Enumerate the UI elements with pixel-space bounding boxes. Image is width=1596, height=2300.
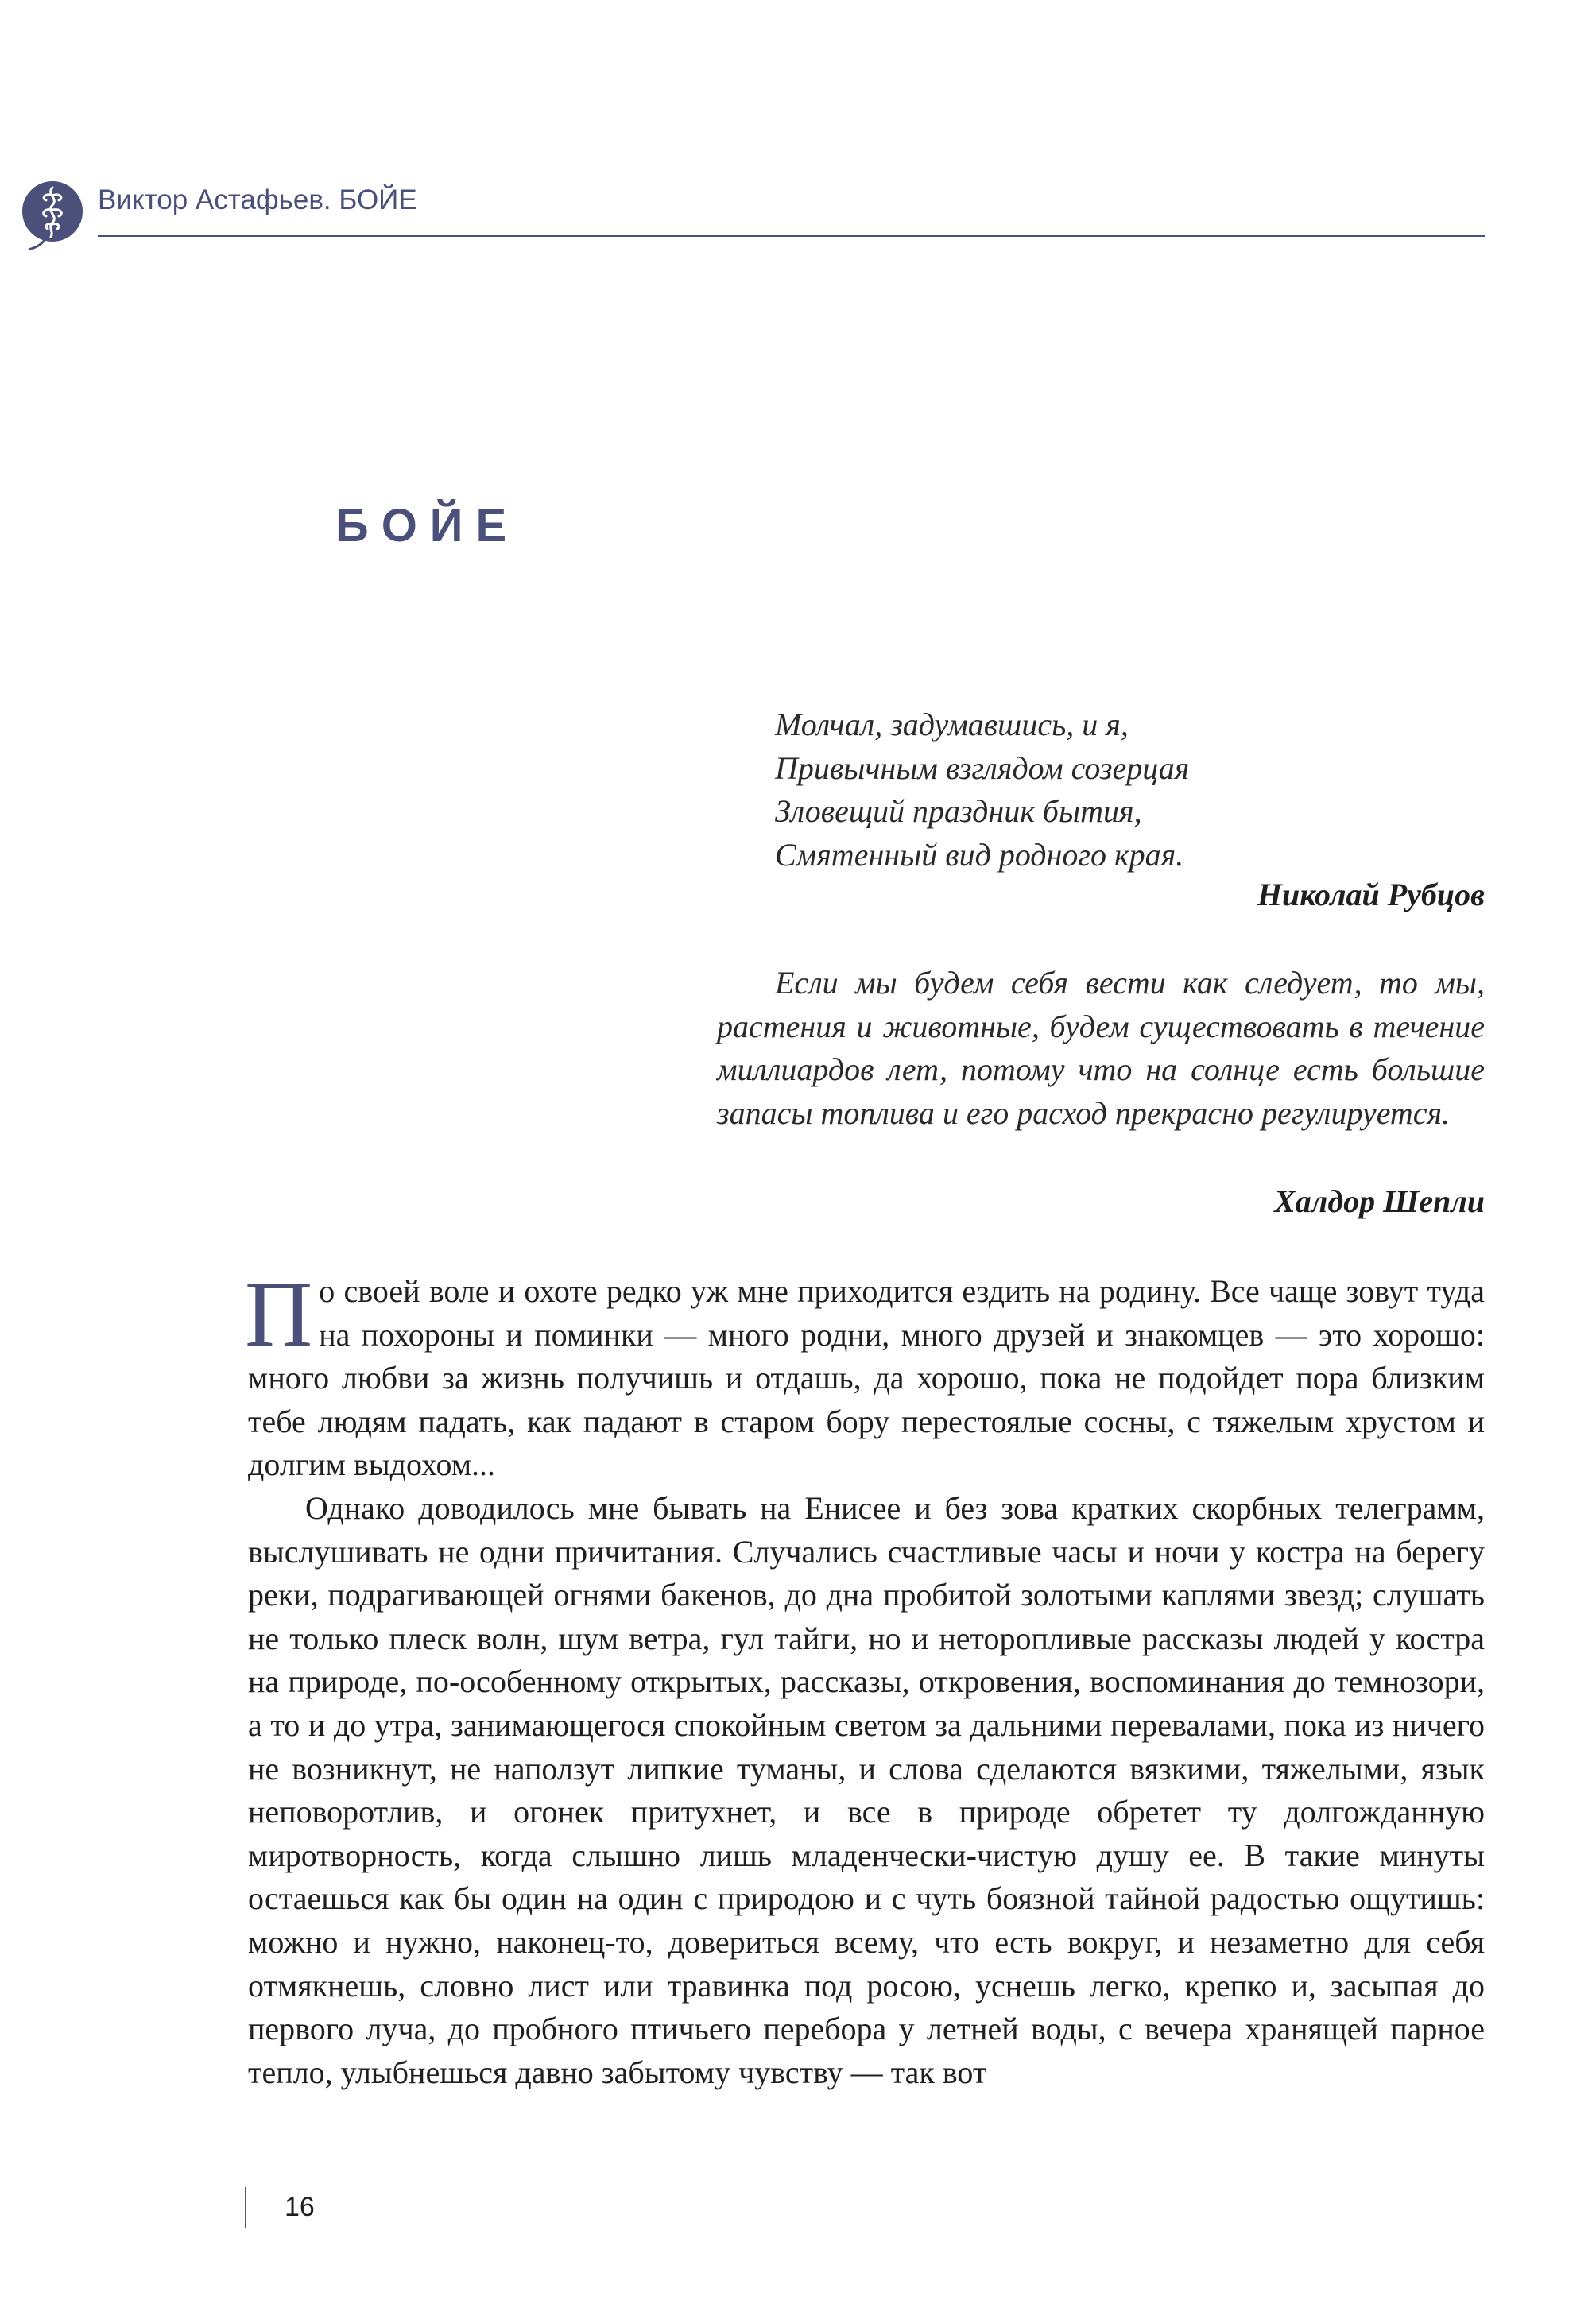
- epigraph-poem-line: Смятенный вид родного края.: [775, 836, 1184, 873]
- body-text: [245, 1262, 1485, 2094]
- epigraph-poem-line: Привычным взглядом созерцая: [775, 749, 1190, 786]
- epigraph-poem-line: Зловещий праздник бытия,: [775, 793, 1142, 829]
- paragraph-text: о своей воле и охоте редко уж мне приходится ездить на родину. Все чаще зовут туда на похороны и поминки — много родни, много друзей и знакомцев — это хорошо: много любви за жизнь получишь и отдашь, да хорошо, пока не подойдет пора близким тебе людям падать, как падают в старом бору перестоялые сосны, с тяжелым хрустом и долгим выдохом...: [248, 1273, 1485, 1483]
- epigraph-author: Николай Рубцов: [1257, 877, 1485, 912]
- running-head: Виктор Астафьев. БОЙЕ: [98, 184, 417, 215]
- floral-emblem-icon: [21, 176, 86, 253]
- paragraph: [245, 1262, 1485, 1487]
- header-rule: [98, 235, 1485, 237]
- epigraph-prose: Если мы будем себя вести как следует, то мы, растения и животные, будем существовать в течение миллиардов лет, потому что на солнце есть большие запасы топлива и его расход прекрасно регулируется.: [717, 965, 1485, 1131]
- epigraph-author: Халдор Шепли: [1274, 1183, 1485, 1219]
- epigraph-poem: [775, 703, 1490, 877]
- page-number: 16: [285, 2192, 315, 2222]
- epigraph-poem-line: Молчал, задумавшись, и я,: [775, 707, 1129, 742]
- drop-cap: П: [245, 1262, 313, 1366]
- paragraph: Однако доводилось мне бывать на Енисее и без зова кратких скорбных телеграмм, выслушивать не одни причитания. Случались счастливые часы и ночи у костра на берегу реки, подрагивающей огнями бакенов, до дна пробитой золотыми каплями звезд; слушать не только плеск волн, шум ветра, гул тайги, но и неторопливые рассказы людей у костра на природе, по-особенному открытых, рассказы, откровения, воспоминания до темнозори, а то и до утра, занимающегося спокойным светом за дальними перевалами, пока из ничего не возникнут, не наползут липкие туманы, и слова сделаются вязкими, тяжелыми, язык неповоротлив, и огонек притухнет, и все в природе обретет ту долгожданную миротворность, когда слышно лишь младенчески-чистую душу ее. В такие минуты остаешься как бы один на один с природою и с чуть боязной тайной радостью ощутишь: можно и нужно, наконец-то, довериться всему, что есть вокруг, и незаметно для себя отмякнешь, словно лист или травинка под росою, уснешь легко, крепко и, засыпая до первого луча, до пробного птичьего перебора у летней воды, с вечера хранящей парное тепло, улыбнешься давно забытому чувству — так вот: [248, 1489, 1485, 2090]
- folio-rule: [245, 2187, 246, 2228]
- chapter-title: БОЙЕ: [335, 500, 520, 552]
